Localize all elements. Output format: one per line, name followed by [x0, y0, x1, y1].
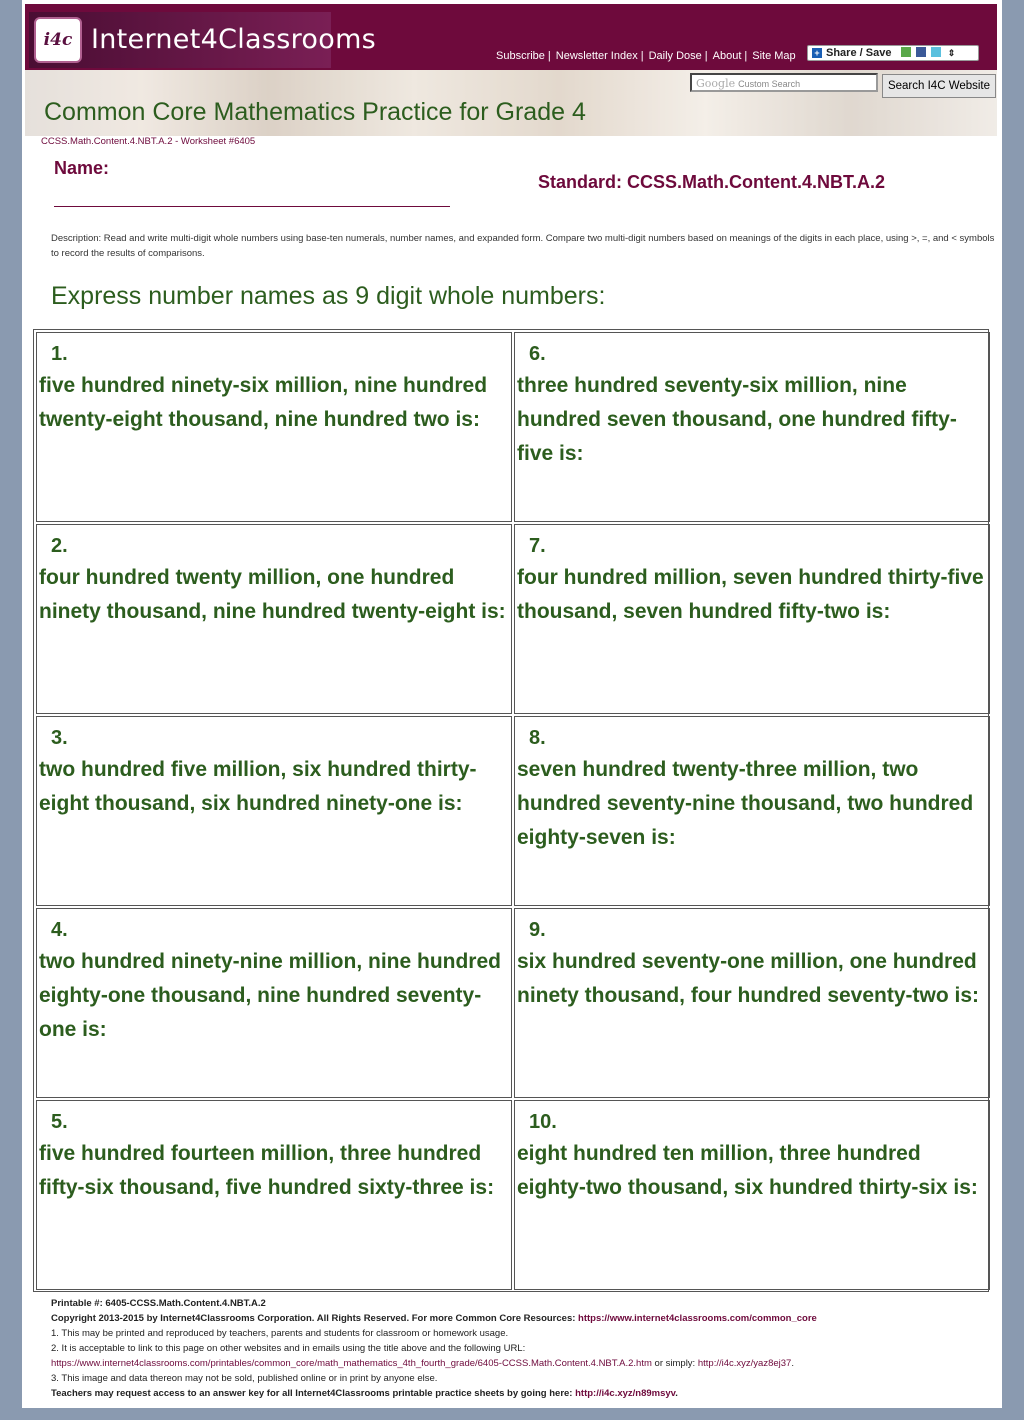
question-text: two hundred ninety-nine million, nine hundred eighty-one thousand, nine hundred seventy-one is: [39, 950, 501, 1041]
breadcrumb: CCSS.Math.Content.4.NBT.A.2 - Worksheet #6405 [41, 136, 256, 147]
question-number: 3. [51, 727, 68, 749]
footer [51, 1296, 995, 1401]
top-nav: Subscribe | Newsletter Index | Daily Dose | About | Site Map [493, 50, 799, 62]
nav-daily-dose[interactable]: Daily Dose [648, 50, 702, 62]
question-text: seven hundred twenty-three million, two hundred seventy-nine thousand, two hundred eighty-seven is: [517, 758, 974, 849]
question-number: 6. [529, 343, 546, 365]
question-number: 7. [529, 535, 546, 557]
share-save-button[interactable] [807, 45, 979, 61]
instructions: Express number names as 9 digit whole numbers: [51, 282, 606, 310]
nav-site-map[interactable]: Site Map [752, 50, 796, 62]
worksheet-page [22, 0, 1002, 1408]
search-input[interactable] [690, 73, 878, 92]
logo-badge: i4c [34, 17, 82, 63]
short-url-link[interactable]: http://i4c.xyz/yaz8ej37 [697, 1358, 792, 1369]
copyright [51, 1311, 995, 1326]
plus-icon: + [812, 48, 822, 58]
usage-note-2: 2. It is acceptable to link to this page on other websites and in emails using the title above and the following URL: [51, 1343, 526, 1354]
question-text: three hundred seventy-six million, nine hundred seven thousand, one hundred fifty-five is: [517, 374, 957, 465]
common-core-link[interactable]: https://www.internet4classrooms.com/common_core [578, 1313, 817, 1324]
nav-about[interactable]: About [712, 50, 742, 62]
name-line [54, 206, 450, 207]
question-cell [514, 524, 990, 714]
question-number: 4. [51, 919, 68, 941]
question-grid [33, 329, 989, 1292]
question-number: 10. [529, 1111, 557, 1133]
question-cell [36, 332, 512, 522]
standard-label: Standard: CCSS.Math.Content.4.NBT.A.2 [538, 172, 886, 192]
question-text: two hundred five million, six hundred thirty-eight thousand, six hundred ninety-one is: [39, 758, 477, 815]
usage-note-3: 3. This image and data thereon may not be sold, published online or in print by anyone else. [51, 1373, 438, 1384]
worksheet-url-link[interactable]: https://www.internet4classrooms.com/printables/common_core/math_mathematics_4th_fourth_grade/6405-CCSS.Math.Content.4.NBT.A.2.htm [51, 1358, 652, 1369]
question-cell [514, 332, 990, 522]
question-cell [514, 908, 990, 1098]
question-text: eight hundred ten million, three hundred eighty-two thousand, six hundred thirty-six is: [517, 1142, 978, 1199]
question-cell [36, 524, 512, 714]
question-number: 1. [51, 343, 68, 365]
question-cell [36, 1100, 512, 1290]
question-text: five hundred fourteen million, three hundred fifty-six thousand, five hundred sixty-three is: [39, 1142, 495, 1199]
chevron-updown-icon: ⇕ [947, 48, 956, 58]
printable-number: Printable #: 6405-CCSS.Math.Content.4.NBT.A.2 [51, 1298, 266, 1309]
question-cell [514, 1100, 990, 1290]
question-cell [36, 908, 512, 1098]
description: Description: Read and write multi-digit whole numbers using base-ten numerals, number names, and expanded form. Compare two multi-digit numbers based on meanings of the digits in each place, using >, =, and < symbols to record the results of comparisons. [51, 233, 995, 259]
url-line: https://www.internet4classrooms.com/printables/common_core/math_mathematics_4th_fourth_grade/6405-CCSS.Math.Content.4.NBT.A.2.htm or simply: http://i4c.xyz/yaz8ej37. [51, 1358, 794, 1369]
question-cell [36, 716, 512, 906]
answer-key-note: Teachers may request access to an answer key for all Internet4Classrooms printable practice sheets by going here: http://i4c.xyz/n89msyv. [51, 1388, 678, 1399]
usage-note-1: 1. This may be printed and reproduced by teachers, parents and students for classroom or homework usage. [51, 1328, 509, 1339]
teachers-text: Teachers may request access to an answer key for all Internet4Classrooms printable practice sheets by going here: [51, 1388, 573, 1399]
google-logo: Google [696, 77, 736, 90]
site-header [25, 4, 997, 136]
question-number: 2. [51, 535, 68, 557]
logo-text: Internet4Classrooms [91, 24, 377, 55]
question-text: six hundred seventy-one million, one hundred ninety thousand, four hundred seventy-two is: [517, 950, 980, 1007]
or-simply-text: or simply: [654, 1358, 696, 1369]
nav-subscribe[interactable]: Subscribe [496, 50, 545, 62]
question-cell [514, 716, 990, 906]
twitter-icon [931, 47, 941, 57]
question-number: 9. [529, 919, 546, 941]
email-icon [901, 47, 911, 57]
question-text: five hundred ninety-six million, nine hundred twenty-eight thousand, nine hundred two is: [39, 374, 488, 431]
name-label: Name: [54, 158, 110, 178]
question-text: four hundred twenty million, one hundred ninety thousand, nine hundred twenty-eight is: [39, 566, 506, 623]
search-placeholder: Custom Search [738, 79, 801, 89]
page-title: Common Core Mathematics Practice for Grade 4 [44, 98, 586, 126]
question-text: four hundred million, seven hundred thirty-five thousand, seven hundred fifty-two is: [517, 566, 984, 623]
copyright-text: Copyright 2013-2015 by Internet4Classrooms Corporation. All Rights Reserved. For more Common Core Resources: [51, 1313, 576, 1324]
question-number: 8. [529, 727, 546, 749]
share-label: Share / Save [826, 47, 892, 59]
nav-newsletter-index[interactable]: Newsletter Index [555, 50, 638, 62]
answer-key-link[interactable]: http://i4c.xyz/n89msyv [575, 1388, 676, 1399]
facebook-icon [916, 47, 926, 57]
search-button[interactable]: Search I4C Website [882, 74, 996, 98]
site-logo[interactable] [29, 12, 377, 68]
question-number: 5. [51, 1111, 68, 1133]
